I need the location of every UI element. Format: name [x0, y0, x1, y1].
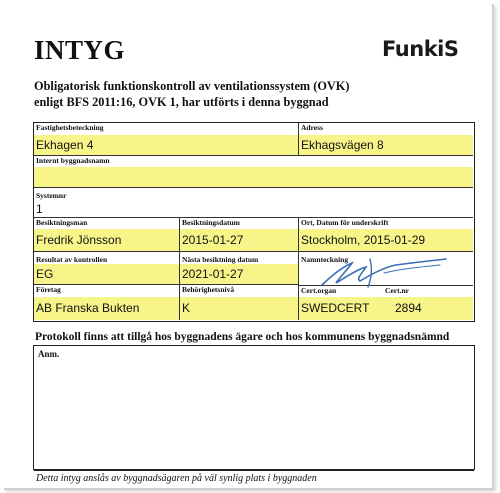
protocol-availability-note: Protokoll finns att tillgå hos byggnadens ägare och hos kommunens byggnadsnämnd	[35, 331, 450, 343]
footer-divider	[34, 470, 474, 471]
system-number-value: 1	[36, 202, 43, 216]
next-inspection-value: 2021-01-27	[180, 264, 298, 284]
handwritten-signature	[300, 255, 450, 289]
system-number-label: Systemnr	[36, 191, 67, 200]
remarks-label: Anm.	[38, 349, 60, 359]
place-date-signature-cell	[299, 218, 473, 252]
property-designation-cell	[34, 123, 299, 156]
place-date-value: Stockholm, 2015-01-29	[299, 229, 473, 251]
cert-number-value: 2894	[395, 301, 422, 315]
inspector-label: Besiktningsman	[36, 218, 88, 227]
signature-label: Namnteckning	[301, 255, 349, 264]
company-cell	[34, 285, 180, 320]
internal-building-name-label: Internt byggnadsnamn	[36, 156, 110, 165]
next-inspection-label: Nästa besiktning datum	[182, 255, 259, 264]
internal-building-name-cell	[34, 156, 473, 188]
result-cell	[34, 252, 180, 285]
certification-cell	[299, 285, 473, 320]
company-value: AB Franska Bukten	[34, 297, 179, 320]
property-designation-value: Ekhagen 4	[34, 135, 298, 155]
authorization-level-label: Behörighetsnivå	[182, 285, 235, 294]
result-value: EG	[34, 264, 179, 284]
inspector-cell	[34, 218, 180, 252]
inspection-date-label: Besiktningsdatum	[182, 218, 240, 227]
result-label: Resultat av kontrollen	[36, 255, 108, 264]
certificate-sheet	[4, 4, 494, 490]
subtitle-line-2: enligt BFS 2011:16, OVK 1, har utförts i denna byggnad	[34, 95, 329, 109]
remarks-box	[33, 345, 475, 470]
cert-values-row	[299, 297, 473, 320]
place-date-label: Ort, Datum för underskrift	[301, 218, 389, 227]
inspection-details-grid	[33, 122, 475, 322]
company-label: Företag	[36, 285, 61, 294]
address-value: Ekhagsvägen 8	[299, 135, 473, 155]
cert-organ-value: SWEDCERT	[301, 301, 370, 315]
system-number-cell	[34, 188, 473, 218]
subtitle-line-1: Obligatorisk funktionskontroll av ventilationssystem (OVK)	[34, 79, 350, 93]
cert-organ-label: Cert.organ	[301, 286, 337, 295]
authorization-level-value: K	[180, 297, 298, 320]
internal-building-name-value	[34, 167, 473, 187]
document-title: INTYG	[34, 35, 126, 65]
authorization-level-cell	[180, 285, 299, 320]
posting-instruction: Detta intyg anslås av byggnadsägaren på väl synlig plats i byggnaden	[36, 473, 317, 484]
inspector-value: Fredrik Jönsson	[34, 229, 179, 251]
next-inspection-cell	[180, 252, 299, 285]
property-designation-label: Fastighetsbeteckning	[36, 123, 104, 132]
address-label: Adress	[301, 123, 323, 132]
inspection-date-value: 2015-01-27	[180, 229, 298, 251]
cert-number-label: Cert.nr	[385, 286, 409, 295]
document-subtitle	[34, 78, 349, 110]
address-cell	[299, 123, 473, 156]
funkis-logo: FunkiS	[382, 37, 459, 61]
inspection-date-cell	[180, 218, 299, 252]
